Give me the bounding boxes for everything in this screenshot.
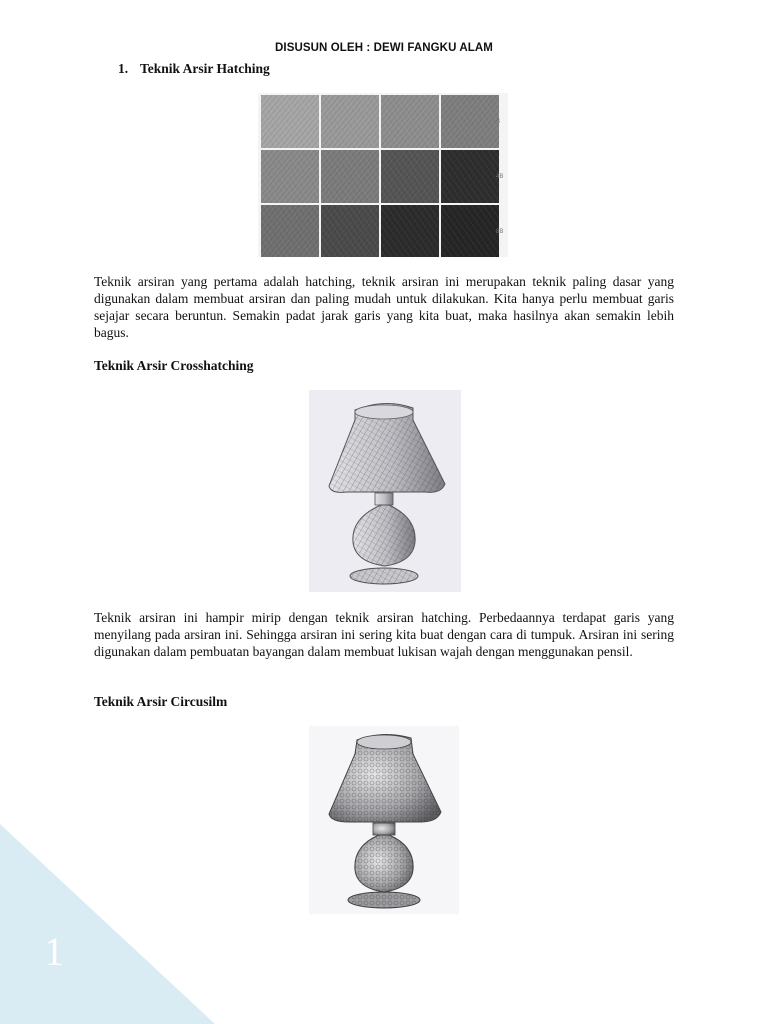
section-heading-hatching [118,61,270,77]
tone-cell-texture [381,205,439,257]
tone-cell-texture [321,150,379,203]
section-heading-crosshatching: Teknik Arsir Crosshatching [94,358,254,373]
paragraph-crosshatching: Teknik arsiran ini hampir mirip dengan teknik arsiran hatching. Perbedaannya terdapat garis yang menyilang pada arsiran ini. Sehingga arsiran ini sering kita buat dengan cara di tumpuk. Arsiran ini sering digunakan dalam pembuatan bayangan dalam membuat lukisan wajah dengan menggunakan pensil. [94,610,674,659]
crosshatching-lamp-image [309,390,461,592]
tone-row-label: B [496,119,501,125]
paragraph-hatching: Teknik arsiran yang pertama adalah hatching, teknik arsiran ini merupakan teknik paling dasar yang digunakan dalam membuat arsiran dan paling mudah untuk dilakukan. Kita hanya perlu membuat garis sejajar secara beruntun. Semakin padat jarak garis yang kita buat, maka hasilnya akan semakin lebih bagus. [94,274,674,340]
tone-cell-texture [261,205,319,257]
tone-cell-texture [381,95,439,148]
section-number: 1. [118,61,129,76]
circusilm-lamp-image [309,726,459,914]
tone-cell-texture [321,95,379,148]
corner-decoration [0,824,215,1024]
tone-cell-texture [321,205,379,257]
tone-cell-texture [381,150,439,203]
section-heading-circusilm: Teknik Arsir Circusilm [94,694,228,709]
hatching-tone-grid-image [258,93,508,257]
tone-cell-texture [261,150,319,203]
section-title: Teknik Arsir Hatching [140,61,270,76]
tone-row-label: 8B [496,229,504,235]
tone-cell-texture [441,205,499,257]
tone-cell-texture [261,95,319,148]
tone-row-label: 4B [496,174,504,180]
page-number: 1 [44,929,64,974]
tone-cell-texture [441,95,499,148]
author-header: DISUSUN OLEH : DEWI FANGKU ALAM [275,42,493,54]
tone-cell-texture [441,150,499,203]
